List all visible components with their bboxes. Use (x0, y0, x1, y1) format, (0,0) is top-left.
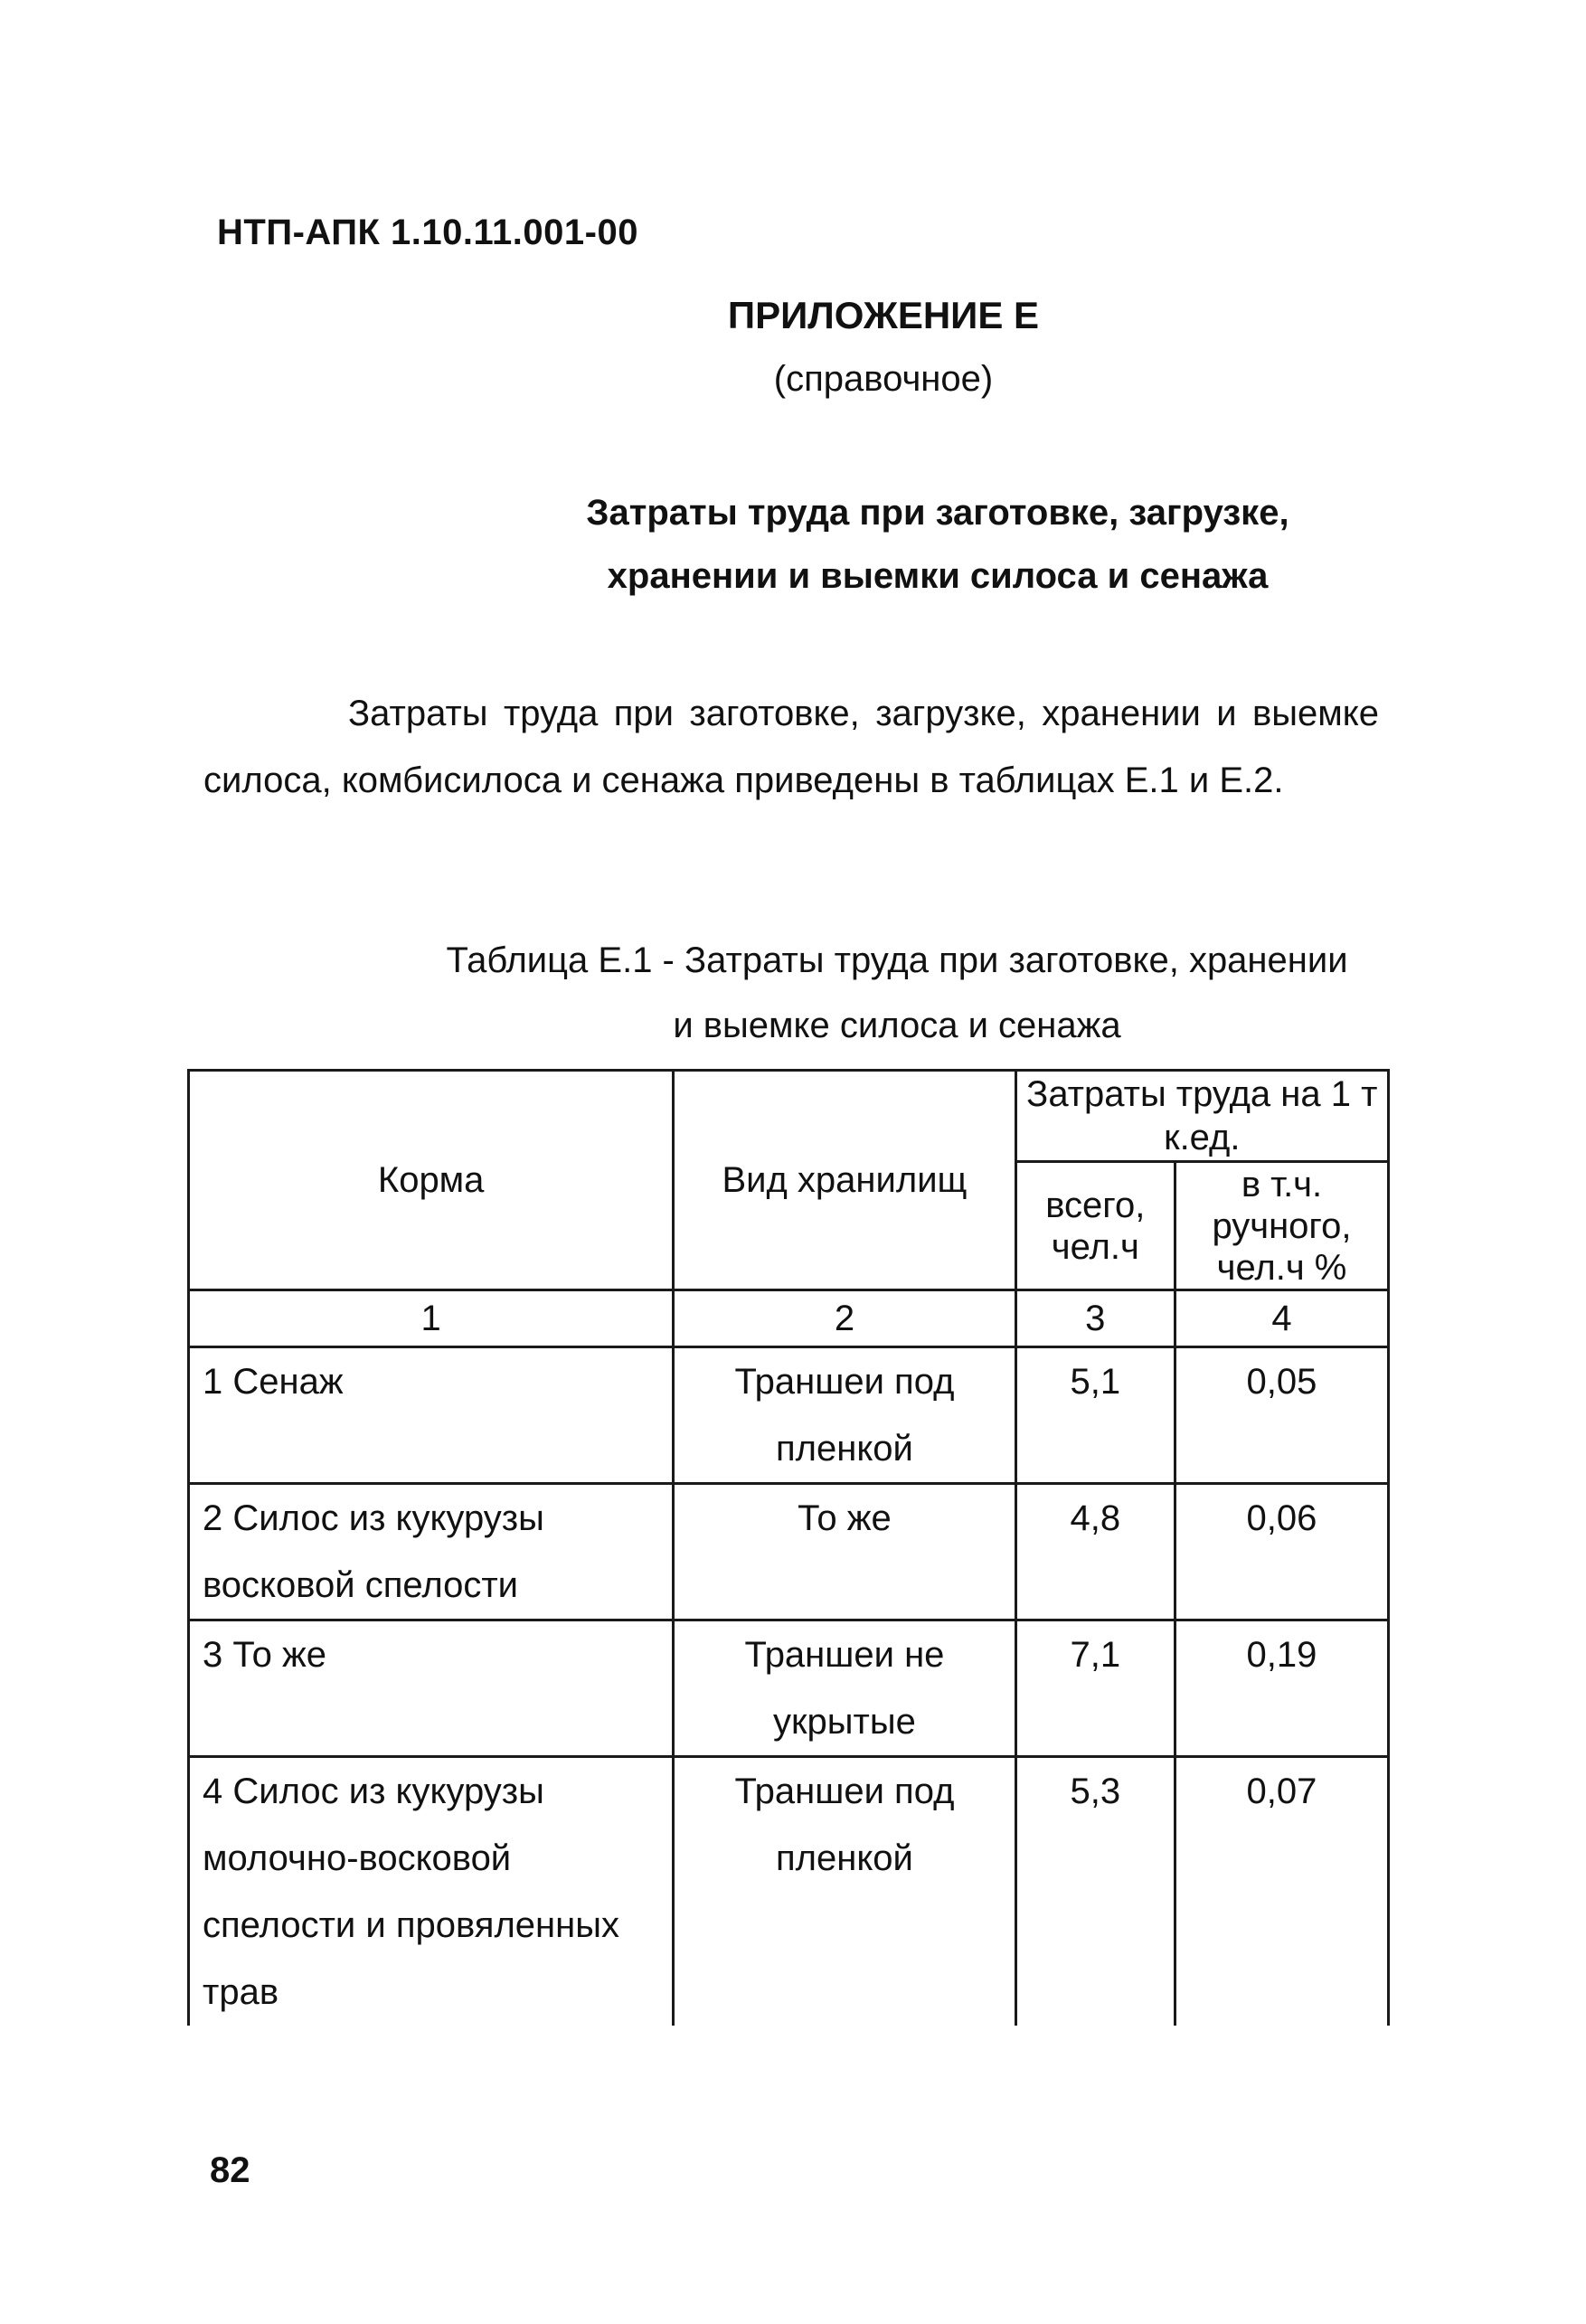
total-cell: 7,1 (1015, 1620, 1175, 1757)
total-cell: 5,1 (1015, 1347, 1175, 1484)
page-number: 82 (210, 2150, 250, 2190)
manual-cell: 0,19 (1175, 1620, 1388, 1757)
feed-cell: 3 То же (189, 1620, 674, 1757)
appendix-title: ПРИЛОЖЕНИЕ Е (727, 294, 1040, 336)
header-total: всего, чел.ч (1015, 1162, 1175, 1290)
table-row (189, 1757, 1389, 2026)
table-header-row (189, 1071, 1389, 1162)
table-row (189, 1620, 1389, 1757)
total-cell: 4,8 (1015, 1484, 1175, 1620)
header-feed: Корма (189, 1071, 674, 1290)
document-code: НТП-АПК 1.10.11.001-00 (217, 213, 638, 252)
storage-cell: То же (674, 1484, 1015, 1620)
column-number-row (189, 1290, 1389, 1347)
table-caption-line-2: и выемке силоса и сенажа (673, 1006, 1121, 1045)
header-manual: в т.ч. ручного, чел.ч % (1175, 1162, 1388, 1290)
storage-cell: Траншеи под пленкой (674, 1347, 1015, 1484)
table-row (189, 1347, 1389, 1484)
header-storage: Вид хранилищ (674, 1071, 1015, 1290)
table-row (189, 1484, 1389, 1620)
section-title-line-1: Затраты труда при заготовке, загрузке, (586, 493, 1289, 533)
feed-cell: 1 Сенаж (189, 1347, 674, 1484)
storage-cell: Траншеи не укрытые (674, 1620, 1015, 1757)
column-number: 4 (1175, 1290, 1388, 1347)
labor-cost-table (187, 1069, 1390, 2026)
body-paragraph: Затраты труда при заготовке, загрузке, хранении и выемке силоса, комбисилоса и сенажа приведены в таблицах Е.1 и Е.2. (203, 694, 1379, 800)
header-labor: Затраты труда на 1 т к.ед. (1015, 1071, 1388, 1162)
feed-cell: 2 Силос из кукурузы восковой спелости (189, 1484, 674, 1620)
column-number: 2 (674, 1290, 1015, 1347)
manual-cell: 0,07 (1175, 1757, 1388, 2026)
column-number: 1 (189, 1290, 674, 1347)
feed-cell: 4 Силос из кукурузы молочно-восковой спелости и провяленных трав (189, 1757, 674, 2026)
section-title-line-2: хранении и выемки силоса и сенажа (607, 556, 1269, 596)
total-cell: 5,3 (1015, 1757, 1175, 2026)
storage-cell: Траншеи под пленкой (674, 1757, 1015, 2026)
manual-cell: 0,06 (1175, 1484, 1388, 1620)
manual-cell: 0,05 (1175, 1347, 1388, 1484)
column-number: 3 (1015, 1290, 1175, 1347)
table-caption-line-1: Таблица Е.1 - Затраты труда при заготовке, хранении (446, 940, 1348, 980)
appendix-subtitle: (справочное) (773, 359, 994, 399)
